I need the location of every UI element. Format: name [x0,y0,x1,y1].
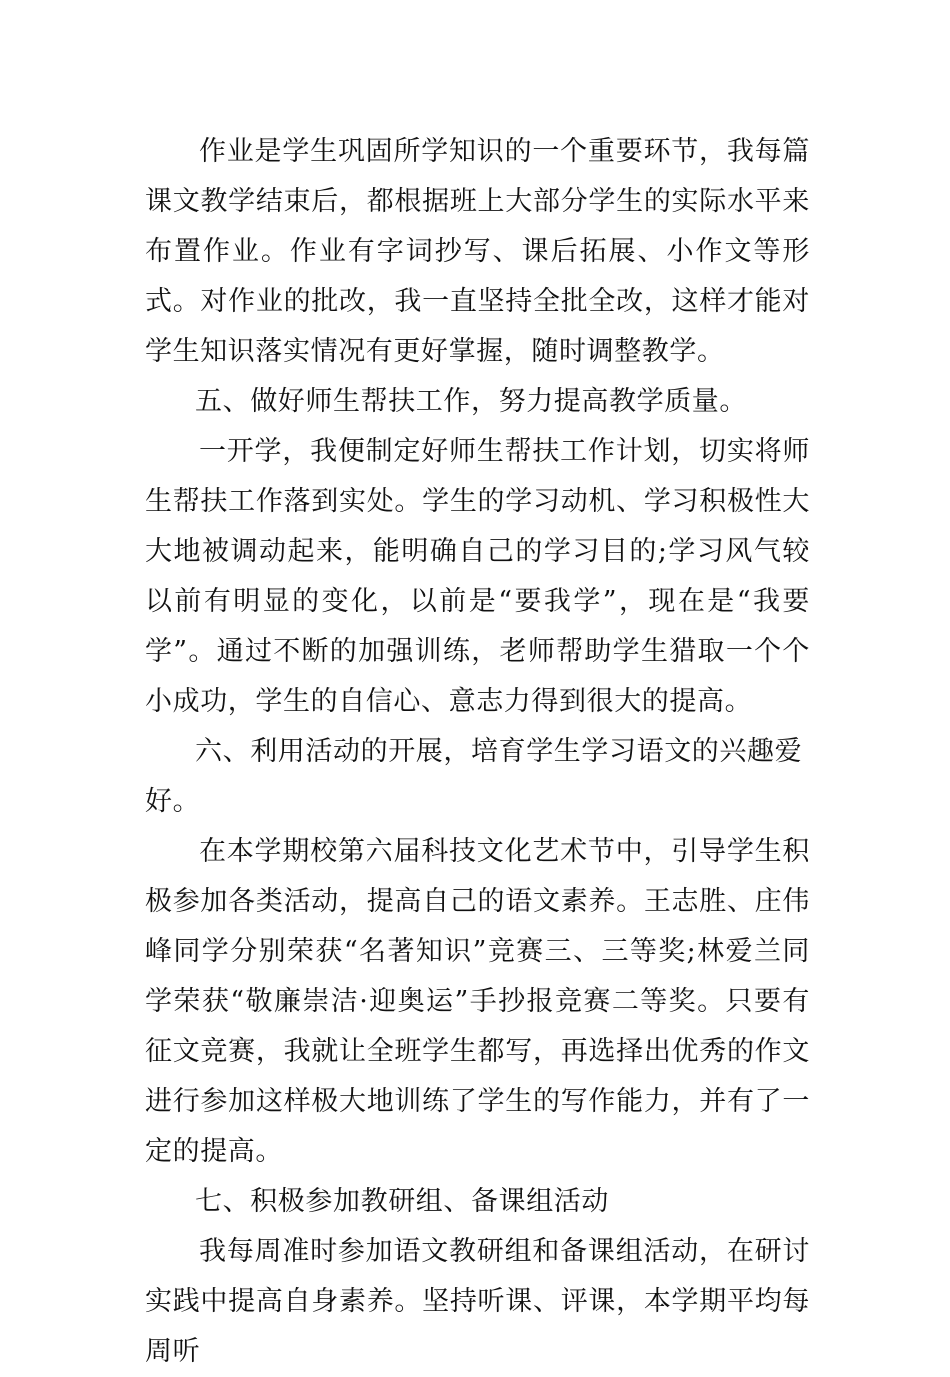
paragraph-homework: 作业是学生巩固所学知识的一个重要环节，我每篇课文教学结束后，都根据班上大部分学生的实际水平来布置作业。作业有字词抄写、课后拓展、小作文等形式。对作业的批改，我一直坚持全批全改，这样才能对学生知识落实情况有更好掌握，随时调整教学。 [145,136,810,367]
paragraph-activities: 在本学期校第六届科技文化艺术节中，引导学生积极参加各类活动，提高自己的语文素养。王志胜、庄伟峰同学分别荣获“名著知识”竞赛三、三等奖;林爱兰同学荣获“敬廉崇洁·迎奥运”手抄报竞赛二等奖。只要有征文竞赛，我就让全班学生都写，再选择出优秀的作文进行参加这样极大地训练了学生的写作能力，并有了一定的提高。 [145,836,810,1167]
paragraph-mentoring: 一开学，我便制定好师生帮扶工作计划，切实将师生帮扶工作落到实处。学生的学习动机、学习积极性大大地被调动起来，能明确自己的学习目的;学习风气较以前有明显的变化，以前是“要我学”，现在是“我要学”。通过不断的加强训练，老师帮助学生猎取一个个小成功，学生的自信心、意志力得到很大的提高。 [145,436,810,717]
document-body [145,127,810,1377]
section-heading-6: 六、利用活动的开展，培育学生学习语文的兴趣爱好。 [145,736,803,817]
paragraph-teaching-research: 我每周准时参加语文教研组和备课组活动，在研讨实践中提高自身素养。坚持听课、评课，本学期平均每周听 [145,1236,810,1367]
section-heading-7: 七、积极参加教研组、备课组活动 [195,1186,609,1217]
section-heading-5: 五、做好师生帮扶工作，努力提高教学质量。 [195,386,747,417]
